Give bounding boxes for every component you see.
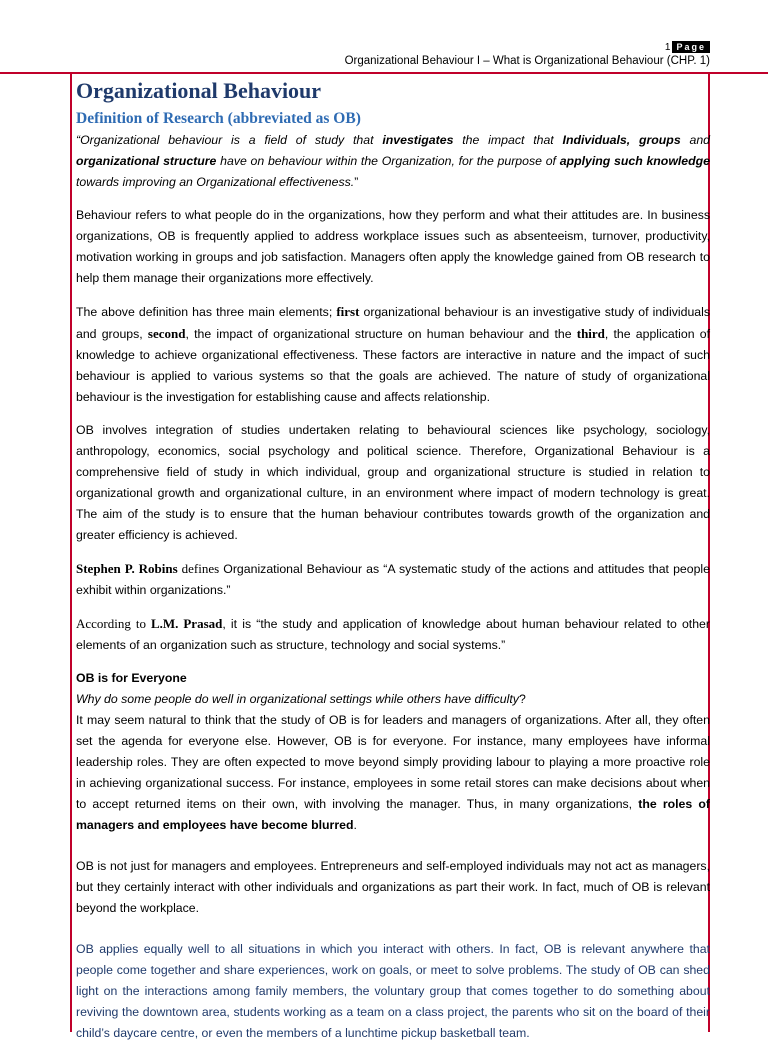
prasad-name: L.M. Prasad: [150, 616, 223, 631]
page-title: Organizational Behaviour: [76, 78, 322, 103]
everyone-heading: OB is for Everyone: [76, 671, 187, 685]
subheading-everyone: [76, 668, 710, 689]
everyone-question-text: Why do some people do well in organizational settings while others have difficulty: [76, 692, 519, 706]
robins-defines: defines: [177, 561, 220, 576]
def-bold-2: Individuals, groups: [562, 133, 681, 147]
def-text-1: “Organizational behaviour is a field of study that: [76, 133, 383, 147]
paragraph-behaviour: Behaviour refers to what people do in the organizations, how they perform and what their attitudes are. In business organizations, OB is frequently applied to address workplace issues such as absenteeism, turnover, productivity, motivation working in groups and job satisfaction. Managers often apply the knowledge gained from OB research to help them manage their organizations more effectively.: [76, 208, 710, 285]
page-label-badge: Page: [672, 41, 710, 53]
robins-text: Organizational Behaviour as “A systematic study of the actions and attitudes that people exhibit within organizations.”: [76, 562, 710, 597]
def-text-4: have on behaviour within the Organization, for the purpose of: [216, 154, 560, 168]
document-body: [76, 76, 710, 1044]
def-text-2: the impact that: [453, 133, 563, 147]
def-bold-3: organizational structure: [76, 154, 217, 168]
everyone-end: .: [353, 818, 357, 832]
elements-first: first: [336, 304, 360, 319]
elements-second: second: [147, 326, 186, 341]
paragraph-three-elements: [76, 301, 710, 408]
paragraph-everyone: [76, 710, 710, 836]
elements-text-3: , the impact of organizational structure on human behaviour and the: [185, 327, 577, 341]
everyone-body: It may seem natural to think that the study of OB is for leaders and managers of organizations. After all, they often set the agenda for everyone else. However, OB is for everyone. For instance, many employees have informal leadership roles. They are often expected to move beyond simply providing labour to playing a more proactive role in achieving organizational success. For instance, employees in some retail stores can make decisions about when to accept returned items on their own, with involving the manager. Thus, in many organizations,: [76, 713, 710, 811]
def-text-5: towards improving an Organizational effectiveness.: [76, 175, 355, 189]
paragraph-robins: [76, 558, 710, 601]
definition-quote: [76, 130, 710, 193]
everyone-question-mark: ?: [518, 692, 526, 706]
prasad-according: According to: [76, 616, 151, 631]
page-number: [665, 41, 710, 53]
everyone-bold: the roles of managers and employees have become blurred: [76, 797, 710, 832]
def-bold-1: investigates: [382, 133, 454, 147]
running-header: Organizational Behaviour I – What is Organizational Behaviour (CHP. 1): [344, 55, 710, 67]
elements-third: third: [576, 326, 605, 341]
everyone-question: [76, 689, 710, 710]
page-number-value: 1: [664, 41, 671, 53]
section-heading: Definition of Research (abbreviated as OB): [76, 110, 361, 127]
elements-text-2: organizational behaviour is an investigative study of individuals and groups,: [76, 305, 711, 341]
elements-text-4: , the application of knowledge to achieve organizational effectiveness. These factors are interactive in nature and the impact of such behaviour is applied to various systems so that the goals are achieved. The nature of study of organizational behaviour is the investigation for establishing cause and affects relationship.: [76, 327, 711, 404]
elements-text-1: The above definition has three main elements;: [76, 305, 337, 319]
def-bold-4: applying such knowledge: [559, 154, 711, 168]
paragraph-integration: OB involves integration of studies undertaken relating to behavioural sciences like psychology, sociology, anthropology, economics, social psychology and political science. Therefore, Organizational Behaviour is a comprehensive field of study in which individual, group and organizational structure is studied in relation to organizational growth and organizational culture, in an environment where impact of modern technology is great. The aim of the study is to ensure that the human behaviour contributes towards growth of the organization and greater efficiency is achieved.: [76, 423, 710, 542]
def-text-3: and: [680, 133, 711, 147]
paragraph-not-just-managers: OB is not just for managers and employees. Entrepreneurs and self-employed individuals may not act as managers, but they certainly interact with other individuals and organizations as part their work. In fact, much of OB is relevant beyond the workplace.: [76, 859, 710, 915]
paragraph-applies-equally: OB applies equally well to all situations in which you interact with others. In fact, OB is relevant anywhere that people come together and share experiences, work on goals, or meet to solve problems. The study of OB can shed light on the interactions among family members, the voluntary group that comes together to do something about reviving the downtown area, students working as a team on a class project, the parents who sit on the board of their child’s daycare centre, or even the members of a lunchtime pickup basketball team.: [76, 942, 710, 1040]
robins-name: Stephen P. Robins: [76, 561, 178, 576]
paragraph-prasad: [76, 613, 710, 656]
def-text-6: ”: [354, 175, 359, 189]
prasad-text: , it is “the study and application of knowledge about human behaviour related to other elements of an organization such as structure, technology and social systems.”: [76, 617, 710, 652]
